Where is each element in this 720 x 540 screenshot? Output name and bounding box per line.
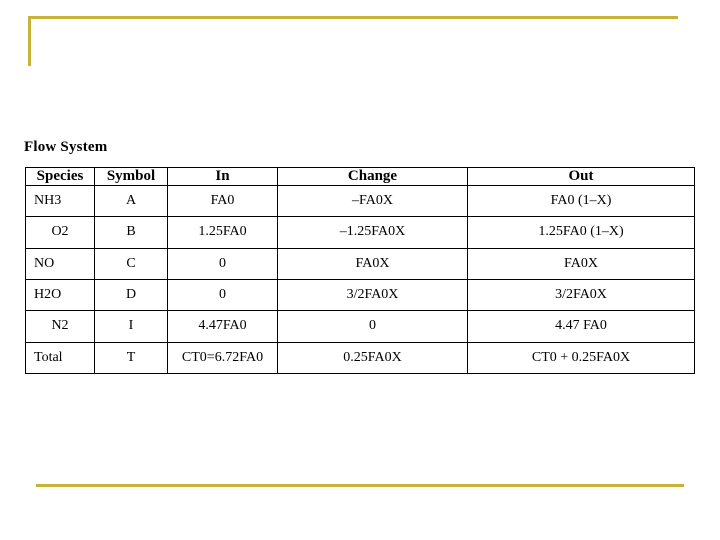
cell-species: Total [26,342,95,373]
cell-in: 0 [168,279,278,310]
cell-species: O2 [26,217,95,248]
cell-species: NH3 [26,186,95,217]
cell-out: 1.25FA0 (1–X) [468,217,695,248]
cell-change: 0.25FA0X [278,342,468,373]
cell-species: NO [26,248,95,279]
cell-symbol: T [95,342,168,373]
cell-out: 4.47 FA0 [468,311,695,342]
cell-species: H2O [26,279,95,310]
cell-species: N2 [26,311,95,342]
cell-change: 0 [278,311,468,342]
header-symbol: Symbol [95,168,168,186]
cell-in: FA0 [168,186,278,217]
header-in: In [168,168,278,186]
header-change: Change [278,168,468,186]
cell-symbol: D [95,279,168,310]
cell-symbol: B [95,217,168,248]
left-accent-rule [28,16,31,66]
cell-out: FA0 (1–X) [468,186,695,217]
cell-in: CT0=6.72FA0 [168,342,278,373]
cell-symbol: I [95,311,168,342]
cell-change: –FA0X [278,186,468,217]
table-row [26,186,695,217]
cell-out: 3/2FA0X [468,279,695,310]
header-species: Species [26,168,95,186]
cell-in: 4.47FA0 [168,311,278,342]
cell-in: 1.25FA0 [168,217,278,248]
cell-change: 3/2FA0X [278,279,468,310]
cell-out: CT0 + 0.25FA0X [468,342,695,373]
cell-change: –1.25FA0X [278,217,468,248]
table-row-total [26,342,695,373]
section-heading: Flow System [24,139,108,155]
table-row [26,217,695,248]
cell-in: 0 [168,248,278,279]
table-row [26,248,695,279]
cell-symbol: C [95,248,168,279]
bottom-accent-rule [36,484,684,487]
flow-system-table [25,167,695,374]
table-row [26,311,695,342]
cell-out: FA0X [468,248,695,279]
header-out: Out [468,168,695,186]
cell-change: FA0X [278,248,468,279]
table-header-row [26,168,695,186]
cell-symbol: A [95,186,168,217]
top-accent-rule [28,16,678,19]
table-row [26,279,695,310]
